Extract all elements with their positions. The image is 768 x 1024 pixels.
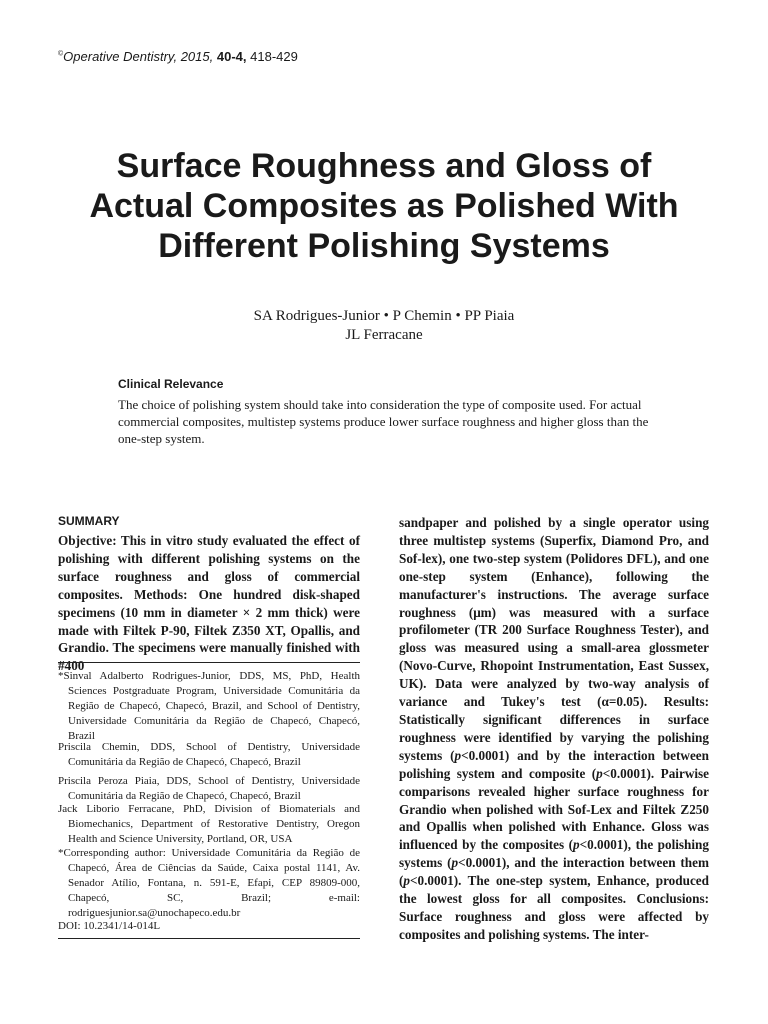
clinical-relevance-text: The choice of polishing system should take into consideration the type of composite used. For actual commercial composites, multistep systems produce lower surface roughness and higher gloss than the one-step system. bbox=[118, 397, 649, 446]
affiliation-3: Priscila Peroza Piaia, DDS, School of Dentistry, Universidade Comunitária da Região de Chapecó, Chapecó, Brazil bbox=[58, 775, 360, 802]
affiliation-4: Jack Liborio Ferracane, PhD, Division of Biomaterials and Biomechanics, Department of Restorative Dentistry, Oregon Health and Science University, Portland, OR, USA bbox=[58, 803, 360, 845]
author-list bbox=[0, 307, 768, 345]
authors-line-1: SA Rodrigues-Junior • P Chemin • PP Piaia bbox=[253, 308, 515, 324]
journal-pages: 418-429 bbox=[250, 49, 298, 64]
corresponding-author: *Corresponding author: Universidade Comunitária da Região de Chapecó, Área de Ciências da Saúde, Caixa postal 1141, Av. Senador Atílio, Fontana, n. 591-E, Efapi, CEP 89809-000, Chapecó, SC, Brazil; e-mail: rodriguesjunior.sa@unochapeco.edu.br bbox=[58, 847, 360, 919]
title-line-3: Different Polishing Systems bbox=[158, 227, 610, 265]
summary-text-left: Objective: This in vitro study evaluated the effect of polishing with different polishing systems on the surface roughness and gloss of commercial composites. Methods: One hundred disk-shaped specimens (10 mm in diameter × 2 mm thick) were made with Filtek P-90, Filtek Z350 XT, Opallis, and Grandio. The specimens were manually finished with #400 bbox=[58, 533, 360, 674]
bottom-divider bbox=[58, 938, 360, 939]
affiliation-1: *Sinval Adalberto Rodrigues-Junior, DDS, MS, PhD, Health Sciences Postgraduate Program, Universidade Comunitária da Região de Chapecó, Chapecó, Brazil, and School of Dentistry, Universidade Comunitária da Região de Chapecó, Chapecó, Brazil bbox=[58, 670, 360, 742]
journal-citation bbox=[58, 49, 298, 64]
doi: DOI: 10.2341/14-014L bbox=[58, 920, 161, 932]
article-title bbox=[40, 146, 728, 266]
copyright-mark: © bbox=[58, 50, 64, 58]
clinical-relevance-heading: Clinical Relevance bbox=[118, 377, 224, 391]
summary-heading: SUMMARY bbox=[58, 514, 120, 528]
journal-name: Operative Dentistry, 2015, bbox=[63, 49, 214, 64]
title-line-2: Actual Composites as Polished With bbox=[89, 187, 679, 225]
footnote-divider bbox=[58, 662, 360, 663]
authors-line-2: JL Ferracane bbox=[345, 327, 423, 343]
journal-volume: 40-4, bbox=[216, 49, 247, 64]
affiliation-2: Priscila Chemin, DDS, School of Dentistry, Universidade Comunitária da Região de Chapecó, Chapecó, Brazil bbox=[58, 741, 360, 768]
summary-text-right: sandpaper and polished by a single operator using three multistep systems (Superfix, Diamond Pro, and Sof-lex), one two-step system (Polidores DFL), and one one-step system (Enhance), following the manufacturer's instructions. The average surface roughness (μm) was measured with a surface profilometer (TR 200 Surface Roughness Tester), and gloss was measured using a small-area glossmeter (Novo-Curve, Rhopoint Instrumentation, East Sussex, UK). Data were analyzed by two-way analysis of variance and Tukey's test (α=0.05). Results: Statistically significant differences in surface roughness were identified by varying the polishing systems (p<0.0001) and by the interaction between polishing system and composite (p<0.0001). Pairwise comparisons revealed higher surface roughness for Grandio when polished with Sof-Lex and Filtek Z250 and Opallis when polished with Enhance. Gloss was influenced by the composites (p<0.0001), the polishing systems (p<0.0001), and the interaction between them (p<0.0001). The one-step system, Enhance, produced the lowest gloss for all composites. Conclusions: Surface roughness and gloss were affected by composites and polishing systems. The inter- bbox=[399, 515, 709, 942]
title-line-1: Surface Roughness and Gloss of bbox=[116, 147, 652, 185]
